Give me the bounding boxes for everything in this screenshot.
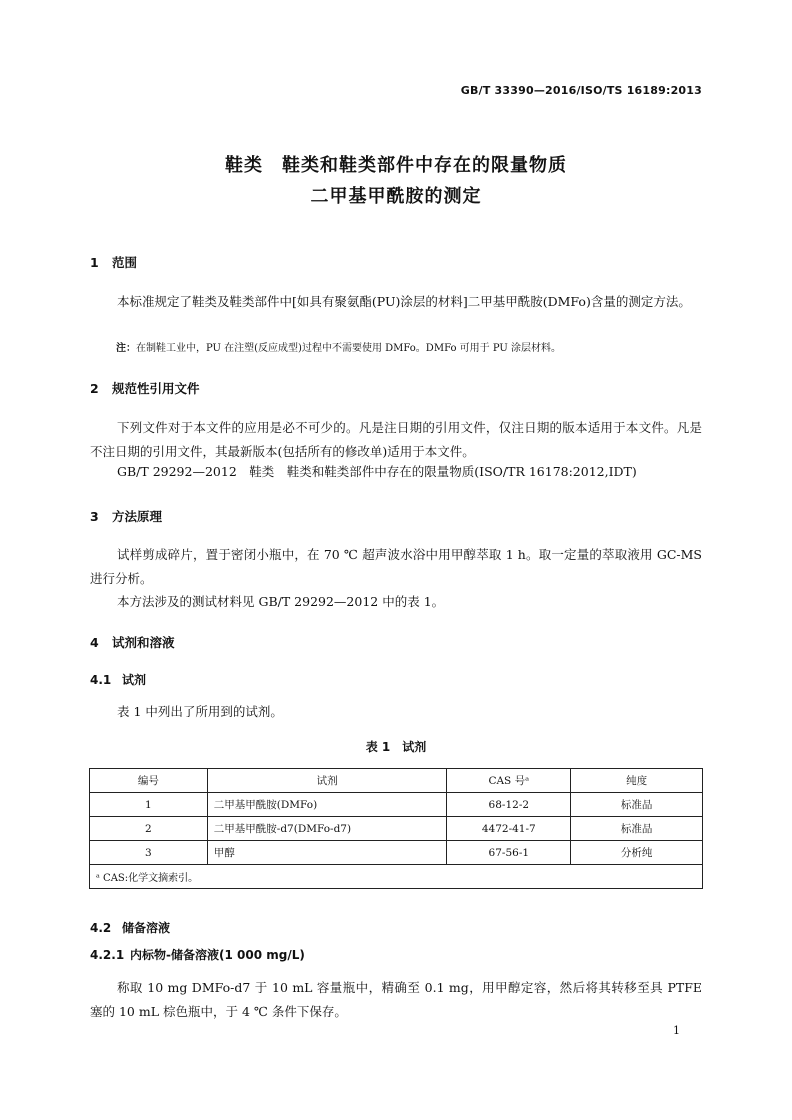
note-text: 在制鞋工业中，PU 在注塑(反应成型)过程中不需要使用 DMFo。DMFo 可用于 PU 涂层材料。 bbox=[136, 343, 561, 354]
header-cell-purity: 纯度 bbox=[571, 769, 703, 793]
cell-reagent: 二甲基甲酰胺(DMFo) bbox=[207, 793, 447, 817]
page-number: 1 bbox=[673, 1024, 680, 1037]
table-footnote: ᵃ CAS:化学文摘索引。 bbox=[90, 865, 703, 889]
section-number: 1 bbox=[90, 255, 99, 270]
section-number: 4.2 bbox=[90, 921, 112, 935]
section-title: 试剂和溶液 bbox=[112, 635, 175, 650]
section-4-2-1-paragraph: 称取 10 mg DMFo-d7 于 10 mL 容量瓶中，精确至 0.1 mg，用甲醇定容，然后将其转移至具 PTFE 塞的 10 mL 棕色瓶中，于 4 ℃ 条件下保存。 bbox=[90, 980, 702, 1019]
cell-number: 1 bbox=[90, 793, 208, 817]
section-4-1-paragraph: 表 1 中列出了所用到的试剂。 bbox=[117, 704, 283, 719]
cell-cas: 68-12-2 bbox=[447, 793, 571, 817]
cell-purity: 分析纯 bbox=[571, 841, 703, 865]
section-title: 储备溶液 bbox=[122, 921, 171, 935]
section-3-paragraph-2: 本方法涉及的测试材料见 GB/T 29292—2012 中的表 1。 bbox=[117, 594, 445, 609]
reagents-table bbox=[89, 768, 703, 889]
section-number: 4 bbox=[90, 635, 99, 650]
table-row bbox=[90, 841, 703, 865]
section-3-heading bbox=[90, 507, 162, 525]
section-4-2-heading bbox=[90, 919, 170, 936]
normative-reference: GB/T 29292—2012 鞋类 鞋类和鞋类部件中存在的限量物质(ISO/TR 16178:2012,IDT) bbox=[117, 464, 637, 479]
section-4-2-1-heading bbox=[90, 946, 305, 963]
table-row bbox=[90, 793, 703, 817]
cell-number: 3 bbox=[90, 841, 208, 865]
document-title-line2: 二甲基甲酰胺的测定 bbox=[310, 186, 482, 207]
standard-code: GB/T 33390—2016/ISO/TS 16189:2013 bbox=[460, 84, 702, 97]
section-2-paragraph: 下列文件对于本文件的应用是必不可少的。凡是注日期的引用文件，仅注日期的版本适用于本文件。凡是不注日期的引用文件，其最新版本(包括所有的修改单)适用于本文件。 bbox=[90, 420, 702, 459]
section-number: 4.1 bbox=[90, 673, 112, 687]
section-title: 方法原理 bbox=[112, 509, 163, 524]
cell-cas: 67-56-1 bbox=[447, 841, 571, 865]
section-number: 3 bbox=[90, 509, 99, 524]
section-title: 内标物-储备溶液(1 000 mg/L) bbox=[130, 948, 305, 962]
section-1-heading bbox=[90, 253, 137, 271]
table-row bbox=[90, 817, 703, 841]
cell-purity: 标准品 bbox=[571, 817, 703, 841]
header-cell-reagent: 试剂 bbox=[207, 769, 447, 793]
section-3-paragraph-1: 试样剪成碎片，置于密闭小瓶中，在 70 ℃ 超声波水浴中用甲醇萃取 1 h。取一定量的萃取液用 GC-MS 进行分析。 bbox=[90, 547, 702, 586]
section-number: 2 bbox=[90, 381, 99, 396]
header-cell-cas: CAS 号ᵃ bbox=[447, 769, 571, 793]
section-2-heading bbox=[90, 379, 200, 397]
header-cell-number: 编号 bbox=[90, 769, 208, 793]
document-title-line1: 鞋类 鞋类和鞋类部件中存在的限量物质 bbox=[225, 155, 567, 176]
note-label: 注： bbox=[116, 343, 136, 354]
section-4-1-heading bbox=[90, 671, 146, 688]
section-title: 试剂 bbox=[122, 673, 147, 687]
section-title: 规范性引用文件 bbox=[112, 381, 200, 396]
table-caption: 表 1 试剂 bbox=[365, 740, 427, 754]
section-1-paragraph: 本标准规定了鞋类及鞋类部件中[如具有聚氨酯(PU)涂层的材料]二甲基甲酰胺(DMFo)含量的测定方法。 bbox=[117, 294, 691, 309]
cell-reagent: 二甲基甲酰胺-d7(DMFo-d7) bbox=[207, 817, 447, 841]
cell-purity: 标准品 bbox=[571, 793, 703, 817]
table-header-row bbox=[90, 769, 703, 793]
table-footnote-row bbox=[90, 865, 703, 889]
cell-number: 2 bbox=[90, 817, 208, 841]
section-1-note bbox=[116, 339, 561, 354]
section-title: 范围 bbox=[112, 255, 138, 270]
cell-reagent: 甲醇 bbox=[207, 841, 447, 865]
section-4-heading bbox=[90, 633, 175, 651]
cell-cas: 4472-41-7 bbox=[447, 817, 571, 841]
section-number: 4.2.1 bbox=[90, 948, 125, 962]
